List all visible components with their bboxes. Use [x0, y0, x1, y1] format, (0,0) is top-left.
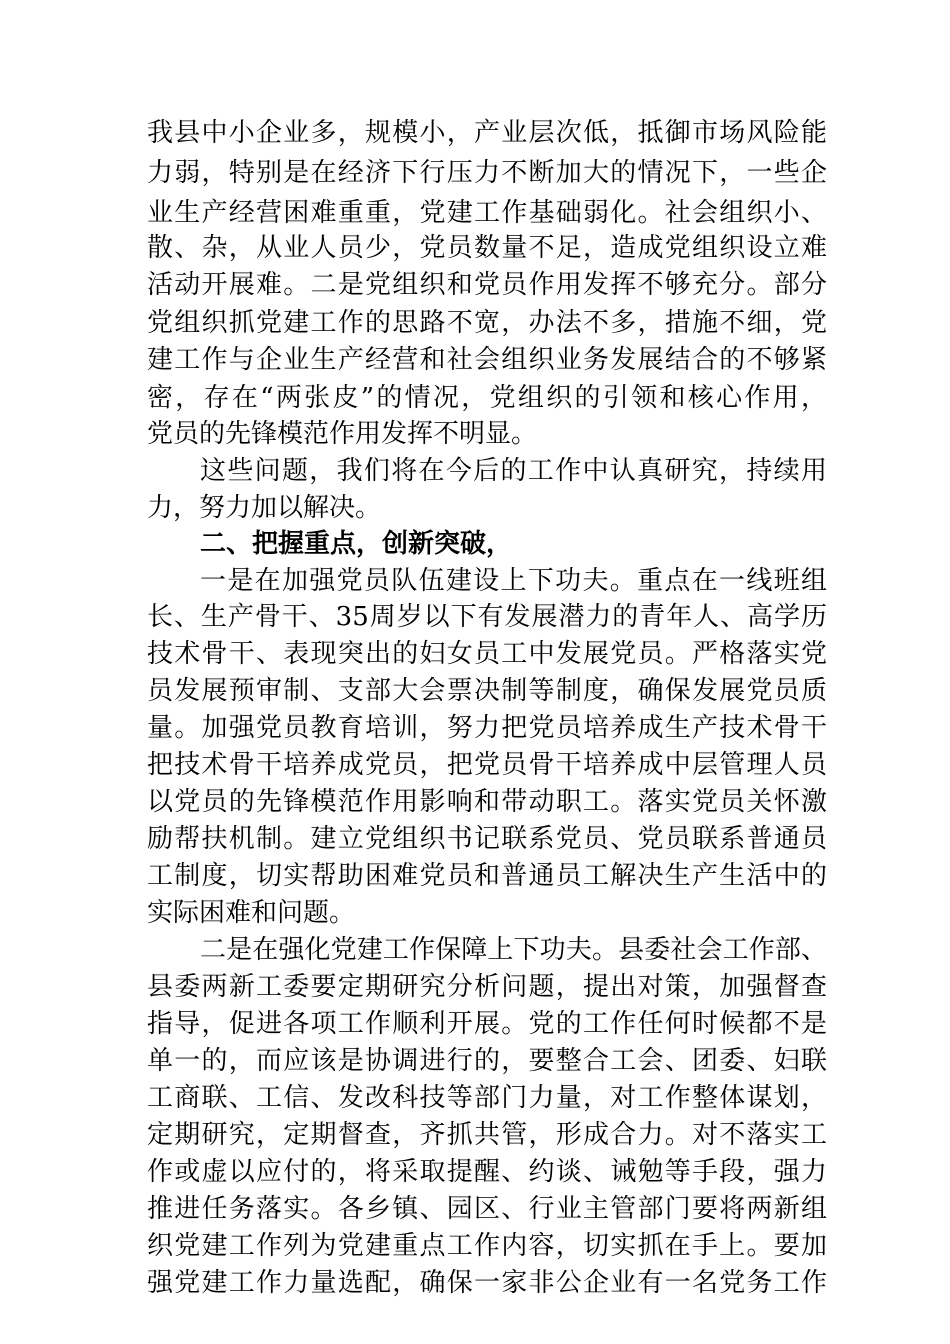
paragraph-line: 党组织抓党建工作的思路不宽，办法不多，措施不细，党	[147, 308, 827, 338]
paragraph-line: 定期研究，定期督查，齐抓共管，形成合力。对不落实工	[147, 1120, 827, 1150]
paragraph-line: 活动开展难。二是党组织和党员作用发挥不够充分。部分	[147, 270, 827, 300]
paragraph-line: 这些问题，我们将在今后的工作中认真研究，持续用	[200, 456, 827, 486]
paragraph-line: 单一的，而应该是协调进行的，要整合工会、团委、妇联	[147, 1046, 827, 1076]
paragraph-line: 强党建工作力量选配，确保一家非公企业有一名党务工作	[147, 1268, 827, 1298]
paragraph-line: 党员的先锋模范作用发挥不明显。	[147, 419, 538, 449]
paragraph-line: 量。加强党员教育培训，努力把党员培养成生产技术骨干	[147, 713, 827, 743]
paragraph-line: 我县中小企业多，规模小，产业层次低，抵御市场风险能	[147, 118, 827, 148]
paragraph-line: 作或虚以应付的，将采取提醒、约谈、诫勉等手段，强力	[147, 1157, 827, 1187]
paragraph-line: 一是在加强党员队伍建设上下功夫。重点在一线班组	[200, 566, 827, 596]
paragraph-line: 指导，促进各项工作顺利开展。党的工作任何时候都不是	[147, 1009, 827, 1039]
paragraph-line: 业生产经营困难重重，党建工作基础弱化。社会组织小、	[147, 198, 827, 228]
paragraph-line: 力，努力加以解决。	[147, 493, 382, 523]
paragraph-line: 以党员的先锋模范作用影响和带动职工。落实党员关怀激	[147, 787, 827, 817]
paragraph-line: 密，存在“两张皮”的情况，党组织的引领和核心作用，	[147, 383, 827, 413]
paragraph-line: 推进任务落实。各乡镇、园区、行业主管部门要将两新组	[147, 1194, 827, 1224]
paragraph-line: 二是在强化党建工作保障上下功夫。县委社会工作部、	[200, 935, 827, 965]
paragraph-line: 励帮扶机制。建立党组织书记联系党员、党员联系普通员	[147, 824, 827, 854]
paragraph-line: 织党建工作列为党建重点工作内容，切实抓在手上。要加	[147, 1231, 827, 1261]
paragraph-line: 散、杂，从业人员少，党员数量不足，造成党组织设立难	[147, 233, 827, 263]
paragraph-line: 实际困难和问题。	[147, 898, 356, 928]
paragraph-line: 工商联、工信、发改科技等部门力量，对工作整体谋划，	[147, 1083, 827, 1113]
paragraph-line: 力弱，特别是在经济下行压力不断加大的情况下，一些企	[147, 158, 827, 188]
paragraph-line: 员发展预审制、支部大会票决制等制度，确保发展党员质	[147, 676, 827, 706]
paragraph-line: 技术骨干、表现突出的妇女员工中发展党员。严格落实党	[147, 639, 827, 669]
paragraph-line: 县委两新工委要定期研究分析问题，提出对策，加强督查	[147, 972, 827, 1002]
paragraph-line: 长、生产骨干、35周岁以下有发展潜力的青年人、高学历	[147, 602, 827, 632]
paragraph-line: 工制度，切实帮助困难党员和普通员工解决生产生活中的	[147, 861, 827, 891]
paragraph-line: 建工作与企业生产经营和社会组织业务发展结合的不够紧	[147, 345, 827, 375]
section-heading: 二、把握重点，创新突破，	[200, 529, 513, 559]
paragraph-line: 把技术骨干培养成党员，把党员骨干培养成中层管理人员	[147, 750, 827, 780]
